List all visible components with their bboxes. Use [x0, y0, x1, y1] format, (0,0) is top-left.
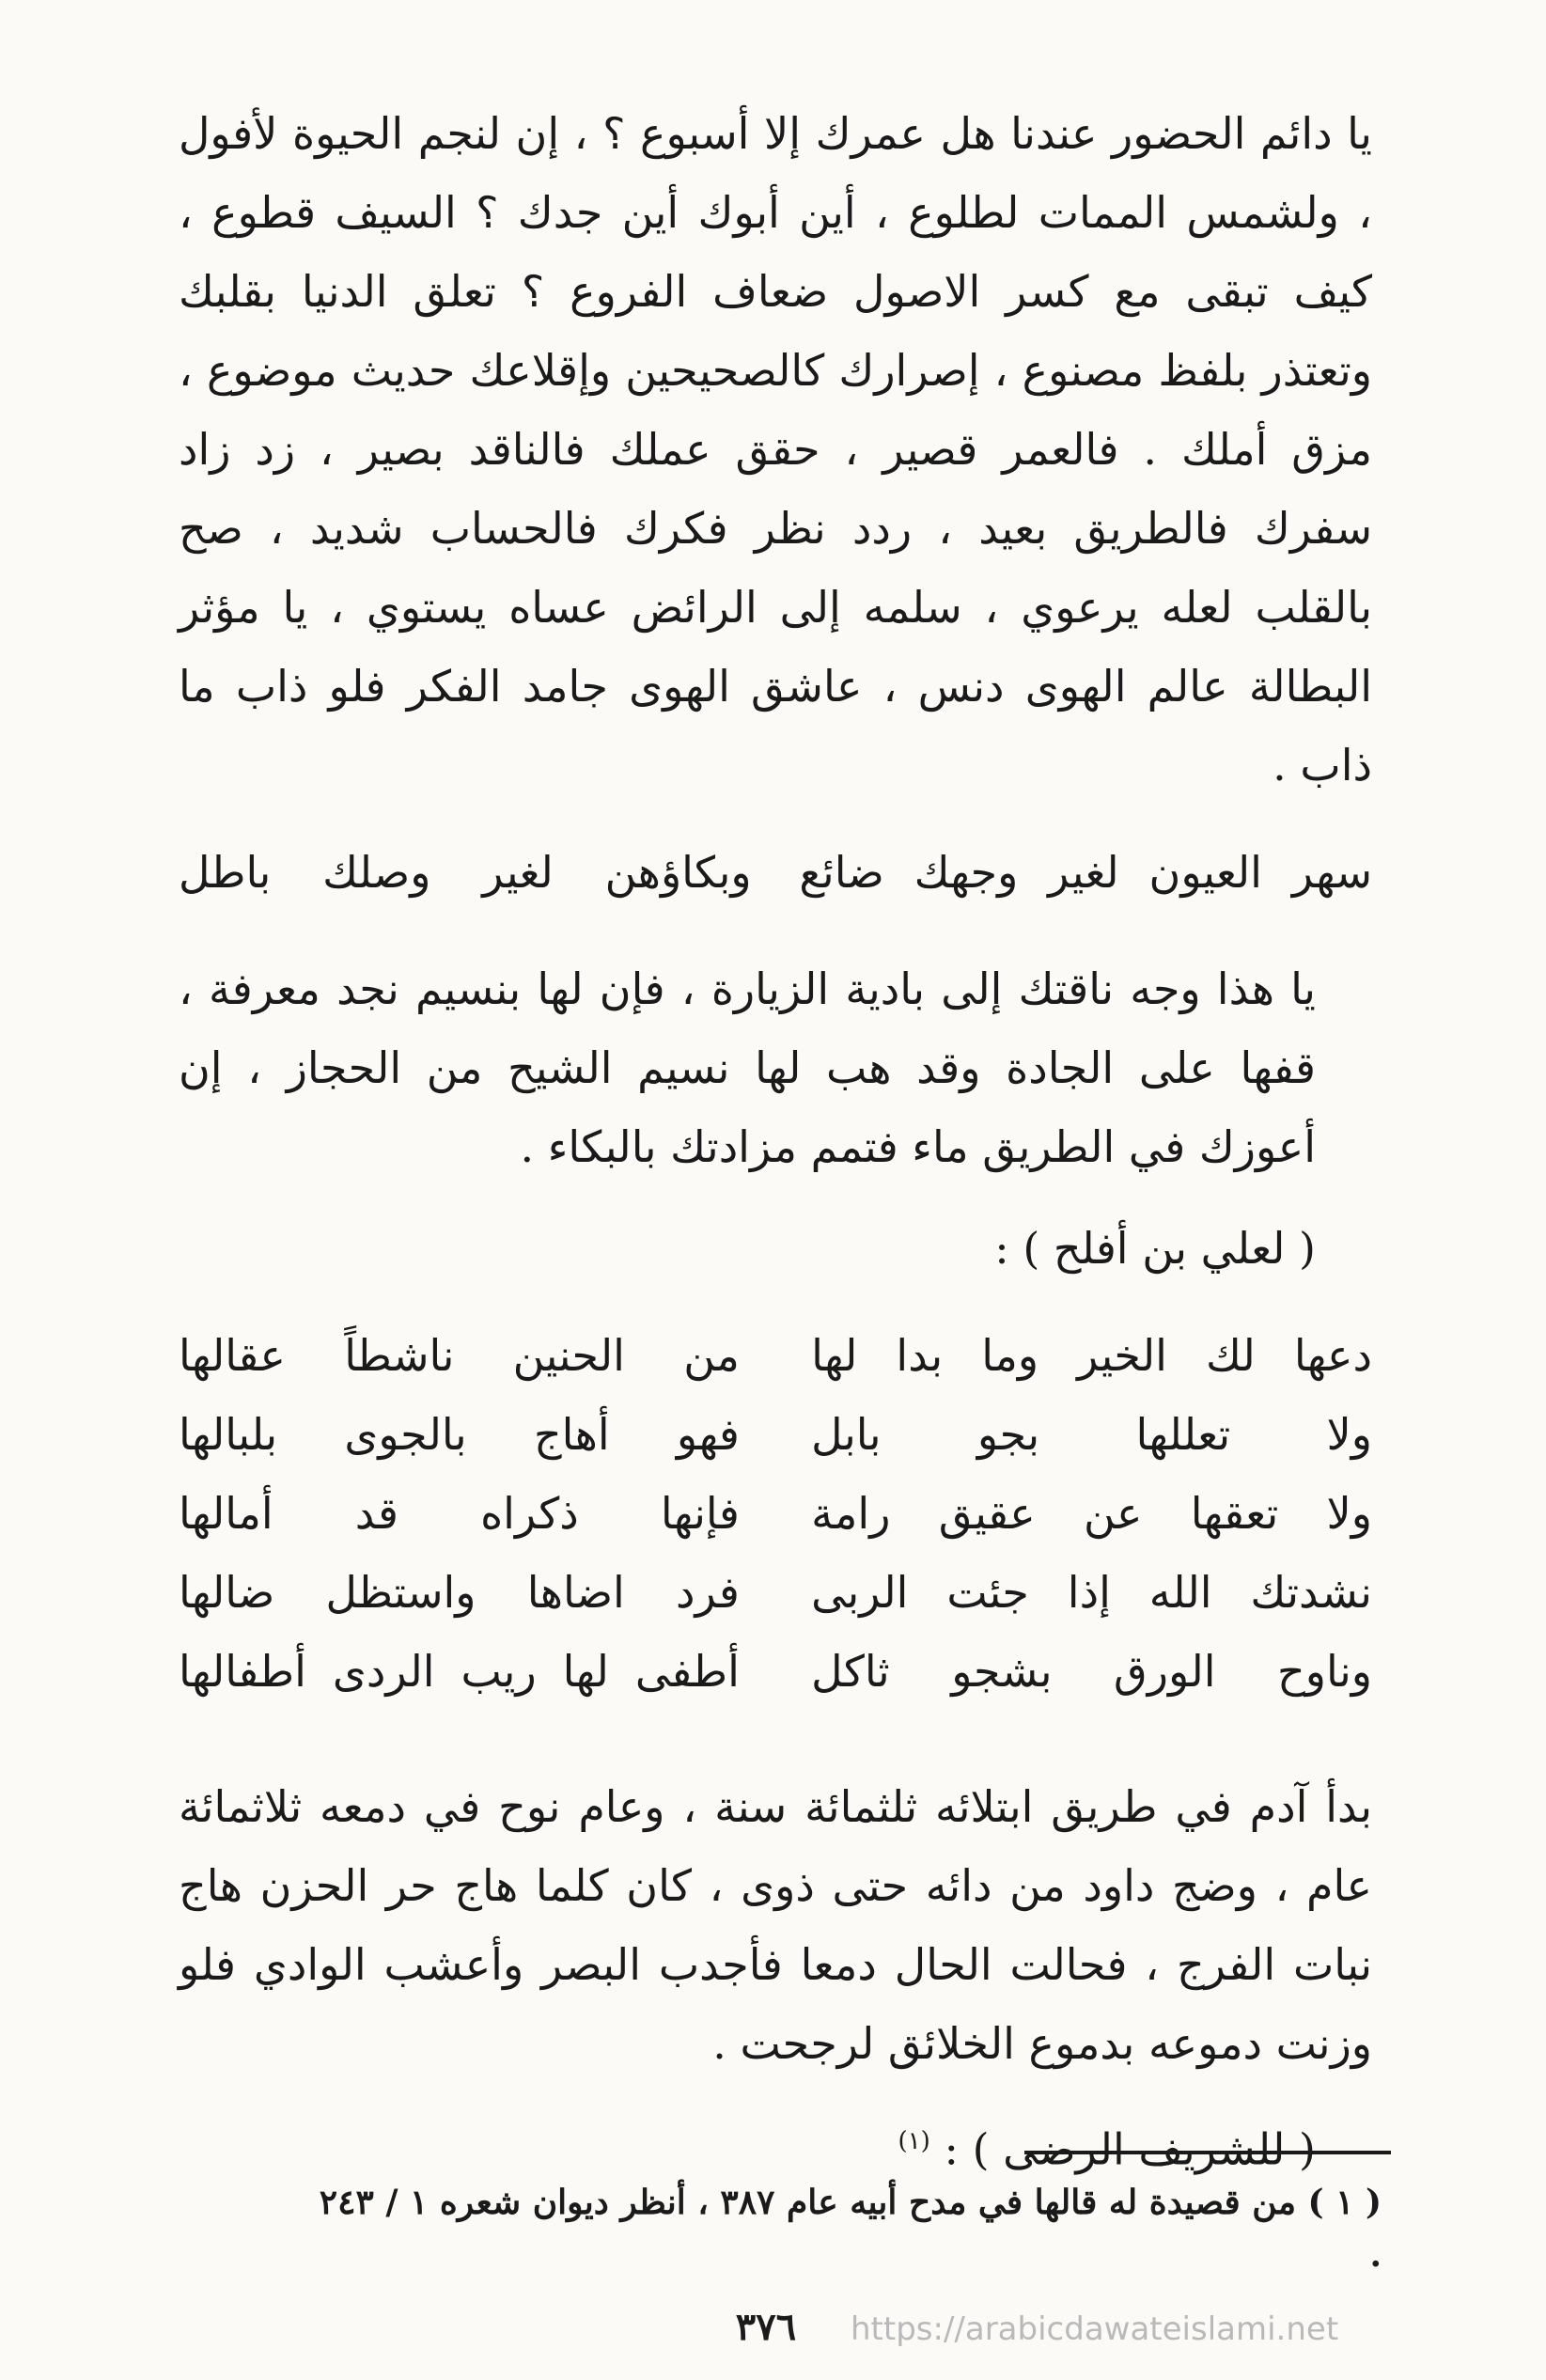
- footnote: ( ١ ) من قصيدة له قالها في مدح أبيه عام ٣٨٧ ، أنظر ديوان شعره ١ / ٢٤٣ .: [319, 2183, 1382, 2275]
- poem-line: [179, 1632, 1372, 1711]
- poem-hemistich-left: فرد اضاها واستظل ضالها: [179, 1567, 740, 1618]
- poem-line: [179, 1553, 1372, 1632]
- poem-hemistich-left: من الحنين ناشطاً عقالها: [179, 1330, 740, 1381]
- watermark-url: https://arabicdawateislami.net: [851, 2310, 1339, 2348]
- attribution-ali-ibn-aflah: ( لعلي بن أفلح ) :: [994, 1223, 1316, 1274]
- poem-hemistich-left: أطفى لها ريب الردى أطفالها: [179, 1646, 740, 1697]
- footnote-reference[interactable]: (١): [898, 2127, 930, 2155]
- poem-line: [179, 1395, 1372, 1474]
- poem-hemistich-right: ولا تعقها عن عقيق رامة: [811, 1488, 1372, 1539]
- paragraph-2: يا هذا وجه ناقتك إلى بادية الزيارة ، فإن لها بنسيم نجد معرفة ، قفها على الجادة وقد هب لها نسيم الشيح من الحجاز ، إن أعوزك في الطريق ماء فتمم مزادتك بالبكاء .: [179, 963, 1316, 1172]
- verse-right-hemistich: سهر العيون لغير وجهك ضائع: [799, 847, 1372, 898]
- poem: [179, 1316, 1372, 1711]
- poem-hemistich-right: وناوح الورق بشجو ثاكل: [811, 1646, 1372, 1697]
- attribution-text: ( للشريف الرضى ) :: [944, 2123, 1316, 2175]
- page-body: [179, 94, 1372, 2188]
- verse-left-hemistich: وبكاؤهن لغير وصلك باطل: [179, 847, 752, 898]
- page-number: ٣٧٦: [735, 2305, 797, 2349]
- poem-line: [179, 1474, 1372, 1553]
- poem-hemistich-left: فإنها ذكراه قد أمالها: [179, 1488, 740, 1539]
- poem-hemistich-right: ولا تعللها بجو بابل: [811, 1409, 1372, 1460]
- poem-line: [179, 1316, 1372, 1395]
- single-verse: [179, 833, 1372, 912]
- footnote-divider: [1024, 2151, 1391, 2154]
- paragraph-3: بدأ آدم في طريق ابتلائه ثلثمائة سنة ، وعام نوح في دمعه ثلاثمائة عام ، وضج داود من دائه حتى ذوى ، كان كلما هاج حر الحزن هاج نبات الفرج ، فحالت الحال دمعا فأجدب البصر وأعشب الوادي فلو وزنت دموعه بدموع الخلائق لرجحت .: [179, 1781, 1372, 2069]
- poem-hemistich-right: دعها لك الخير وما بدا لها: [811, 1330, 1372, 1381]
- paragraph-1: يا دائم الحضور عندنا هل عمرك إلا أسبوع ؟ ، إن لنجم الحيوة لأفول ، ولشمس الممات لطلوع ، أين أبوك أين جدك ؟ السيف قطوع ، كيف تبقى مع كسر الاصول ضعاف الفروع ؟ تعلق الدنيا بقلبك وتعتذر بلفظ مصنوع ، إصرارك كالصحيحين وإقلاعك حديث موضوع ، مزق أملك . فالعمر قصير ، حقق عملك فالناقد بصير ، زد زاد سفرك فالطريق بعيد ، ردد نظر فكرك فالحساب شديد ، صح بالقلب لعله يرعوي ، سلمه إلى الرائض عساه يستوي ، يا مؤثر البطالة عالم الهوى دنس ، عاشق الهوى جامد الفكر فلو ذاب ما ذاب .: [179, 108, 1372, 791]
- poem-hemistich-right: نشدتك الله إذا جئت الربى: [811, 1567, 1372, 1618]
- poem-hemistich-left: فهو أهاج بالجوى بلبالها: [179, 1409, 740, 1460]
